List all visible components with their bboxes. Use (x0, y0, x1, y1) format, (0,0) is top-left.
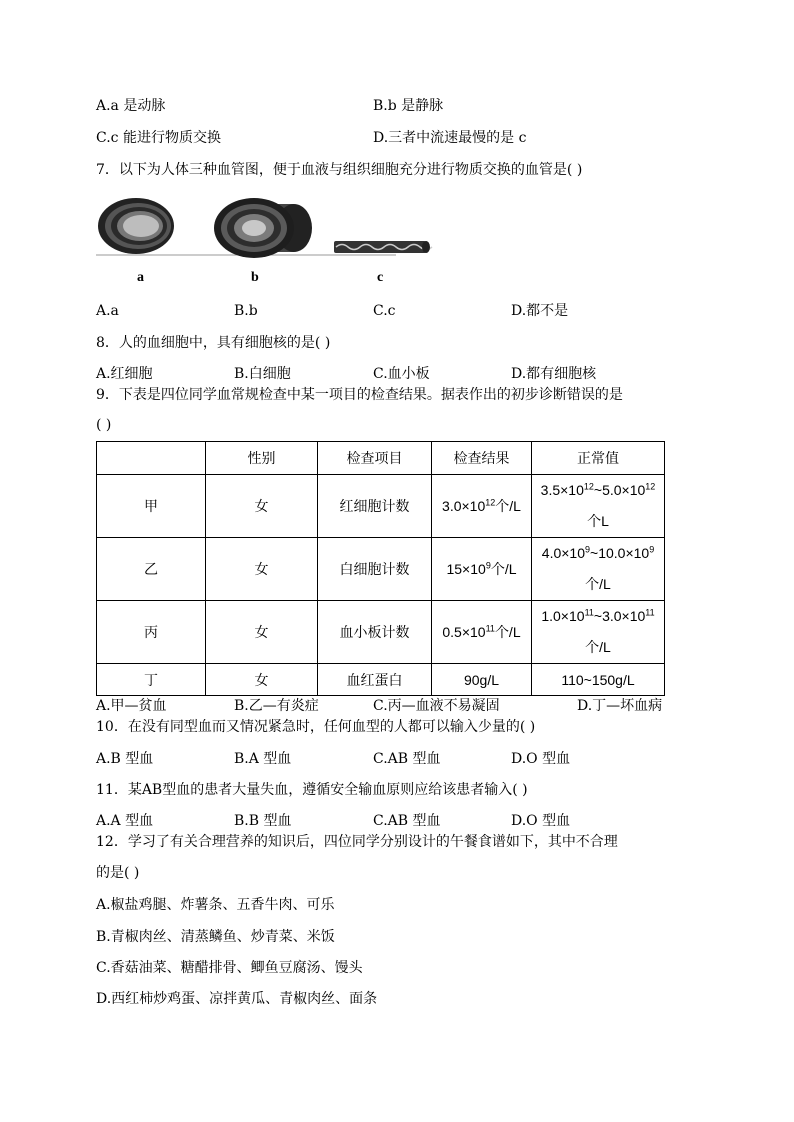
row-item: 红细胞计数 (318, 475, 432, 538)
q12-option-b: B.青椒肉丝、清蒸鳞鱼、炒青菜、米饭 (96, 929, 335, 945)
blood-test-table (96, 441, 665, 696)
table-header-row (97, 442, 665, 475)
row-normal-value: 110~150g/L (532, 664, 665, 696)
q12-option-a: A.椒盐鸡腿、炸薯条、五香牛肉、可乐 (96, 897, 335, 913)
q10-stem: 10．在没有同型血而又情况紧急时，任何血型的人都可以输入少量的( ) (96, 719, 536, 735)
q10-option-d: D.O 型血 (511, 751, 571, 767)
row-normal-value: $3.5\times 10^{12}\sim 5.0\times 10^{12}$ 个L (532, 475, 665, 538)
row-sex: 女 (206, 664, 318, 696)
table-header-cell: 检查结果 (432, 442, 532, 475)
row-result: $3.0\times 10^{12}$个/L (432, 475, 532, 538)
q11-option-b: B.B 型血 (234, 813, 292, 829)
q11-option-d: D.O 型血 (511, 813, 571, 829)
row-result: $15\times 10^9$个/L (432, 538, 532, 601)
row-item: 血红蛋白 (318, 664, 432, 696)
q12-option-d: D.西红柿炒鸡蛋、凉拌黄瓜、青椒肉丝、面条 (96, 991, 378, 1007)
q10-option-b: B.A 型血 (234, 751, 292, 767)
q10-option-c: C.AB 型血 (373, 751, 441, 767)
q12-option-c: C.香菇油菜、糖醋排骨、鲫鱼豆腐汤、馒头 (96, 960, 363, 976)
table-header-cell: 检查项目 (318, 442, 432, 475)
q11-stem: 11．某AB型血的患者大量失血，遵循安全输血原则应给该患者输入( ) (96, 782, 528, 798)
q9-option-d: D.丁—坏血病 (577, 698, 663, 714)
table-header-cell (97, 442, 206, 475)
row-sex: 女 (206, 475, 318, 538)
q12-stem-line2: 的是( ) (96, 865, 140, 881)
vessel-a-label: a (137, 270, 144, 285)
vessel-a-image (98, 198, 174, 254)
table-row (97, 538, 665, 601)
table-header-cell: 性别 (206, 442, 318, 475)
q6-option-b: B.b 是静脉 (373, 98, 444, 114)
vessel-b-image (214, 198, 312, 258)
q12-stem-line1: 12．学习了有关合理营养的知识后，四位同学分别设计的午餐食谱如下，其中不合理 (96, 834, 618, 850)
q8-option-d: D.都有细胞核 (511, 366, 597, 382)
vessel-c-label: c (377, 270, 384, 285)
q9-stem-line1: 9．下表是四位同学血常规检查中某一项目的检查结果。据表作出的初步诊断错误的是 (96, 387, 623, 403)
table-row (97, 664, 665, 696)
q7-stem: 7．以下为人体三种血管图，便于血液与组织细胞充分进行物质交换的血管是( ) (96, 162, 583, 178)
vessel-b-label: b (251, 270, 259, 285)
table-header-cell: 正常值 (532, 442, 665, 475)
q8-option-b: B.白细胞 (234, 366, 291, 382)
row-sex: 女 (206, 601, 318, 664)
q6-option-a: A.a 是动脉 (96, 98, 166, 114)
q11-option-a: A.A 型血 (96, 813, 154, 829)
q7-option-a: A.a (96, 303, 119, 319)
row-normal-value: $1.0\times 10^{11}\sim 3.0\times 10^{11}$ 个/L (532, 601, 665, 664)
vessel-c-image (334, 241, 432, 253)
row-name: 乙 (97, 538, 206, 601)
q6-option-d: D.三者中流速最慢的是 c (373, 130, 527, 146)
q6-option-c: C.c 能进行物质交换 (96, 130, 221, 146)
q7-option-b: B.b (234, 303, 258, 319)
row-item: 血小板计数 (318, 601, 432, 664)
q9-option-c: C.丙—血液不易凝固 (373, 698, 500, 714)
row-result: 90g/L (432, 664, 532, 696)
row-name: 丙 (97, 601, 206, 664)
row-result: $0.5\times 10^{11}$个/L (432, 601, 532, 664)
row-name: 甲 (97, 475, 206, 538)
q9-stem-line2: ( ) (96, 417, 112, 433)
q8-option-a: A.红细胞 (96, 366, 153, 382)
q8-option-c: C.血小板 (373, 366, 430, 382)
q8-stem: 8．人的血细胞中，具有细胞核的是( ) (96, 335, 331, 351)
q10-option-a: A.B 型血 (96, 751, 154, 767)
q9-option-b: B.乙—有炎症 (234, 698, 319, 714)
q7-option-d: D.都不是 (511, 303, 569, 319)
row-sex: 女 (206, 538, 318, 601)
row-name: 丁 (97, 664, 206, 696)
blood-vessel-figure (96, 192, 436, 267)
q7-option-c: C.c (373, 303, 396, 319)
row-normal-value: $4.0\times 10^9\sim 10.0\times 10^9$ 个/L (532, 538, 665, 601)
table-row (97, 601, 665, 664)
row-item: 白细胞计数 (318, 538, 432, 601)
q11-option-c: C.AB 型血 (373, 813, 441, 829)
table-row (97, 475, 665, 538)
q9-option-a: A.甲—贫血 (96, 698, 167, 714)
